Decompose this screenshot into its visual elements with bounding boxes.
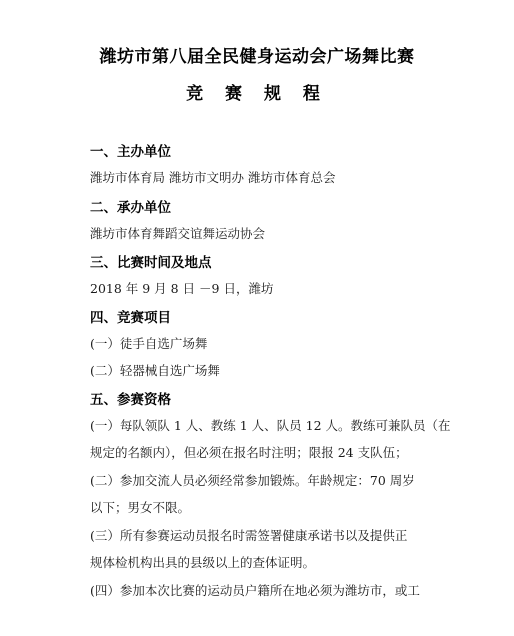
section-heading-host: 二、承办单位 [90, 200, 171, 216]
eligibility-para-2-line-2: 以下；男女不限。 [90, 500, 191, 515]
eligibility-para-3-line-1: (三）所有参赛运动员报名时需签署健康承诺书以及提供正 [90, 528, 408, 543]
eligibility-para-1-line-1: (一）每队领队 1 人、教练 1 人、队员 12 人。教练可兼队员（在 [90, 418, 451, 433]
eligibility-para-1-line-2: 规定的名额内），但必须在报名时注明；限报 24 支队伍； [90, 445, 408, 460]
document-title: 潍坊市第八届全民健身运动会广场舞比赛 [99, 47, 415, 67]
eligibility-para-3-line-2: 规体检机构出具的县级以上的查体证明。 [90, 555, 316, 570]
organizer-list: 潍坊市体育局 潍坊市文明办 潍坊市体育总会 [90, 170, 336, 185]
host-text: 潍坊市体育舞蹈交谊舞运动协会 [90, 226, 266, 241]
time-place-text: 2018 年 9 月 8 日 －9 日，潍坊 [90, 281, 274, 296]
section-heading-events: 四、竞赛项目 [90, 310, 171, 326]
event-item-1: (一）徒手自选广场舞 [90, 336, 208, 351]
event-item-2: (二）轻器械自选广场舞 [90, 363, 220, 378]
section-heading-eligibility: 五、参赛资格 [90, 392, 171, 408]
section-heading-time-place: 三、比赛时间及地点 [90, 255, 212, 271]
eligibility-para-2-line-1: (二）参加交流人员必须经常参加锻炼。年龄规定：70 周岁 [90, 473, 415, 488]
section-heading-organizer: 一、主办单位 [90, 144, 171, 160]
eligibility-para-4-line-1: (四）参加本次比赛的运动员户籍所在地必须为潍坊市，或工 [90, 583, 420, 598]
document-subtitle: 竞 赛 规 程 [186, 84, 328, 104]
